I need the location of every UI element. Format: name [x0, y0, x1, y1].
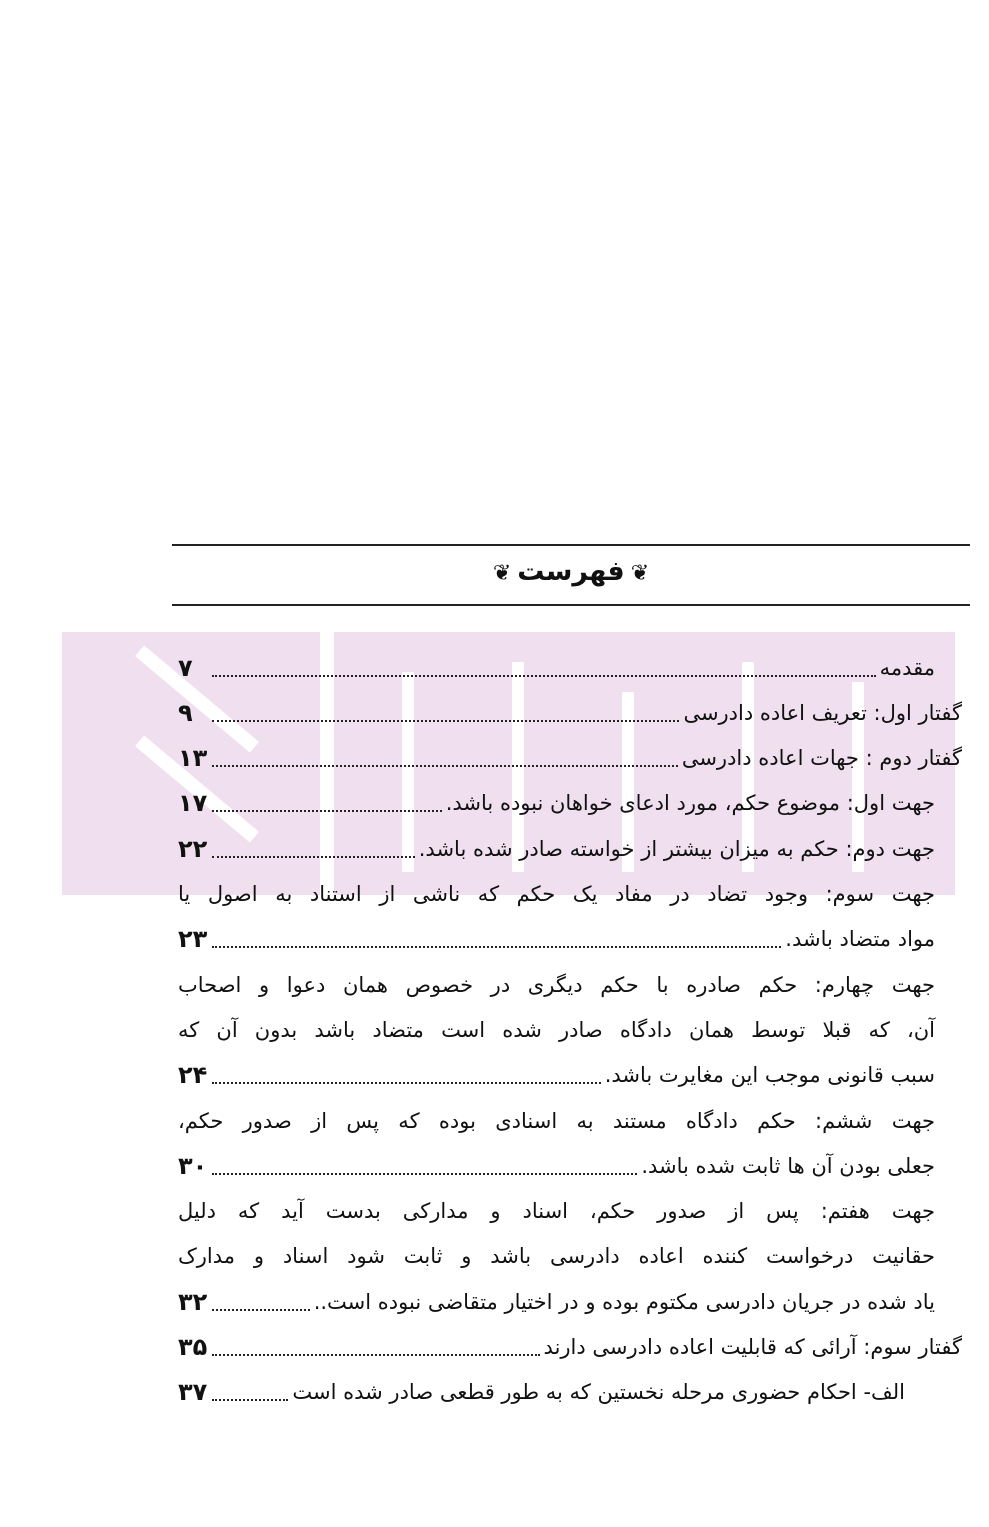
toc-entry-text: الف- احکام حضوری مرحله نخستین که به طور قطعی صادر شده است [292, 1380, 905, 1405]
toc-entry-line [178, 1234, 935, 1279]
toc-entry-line [178, 1189, 935, 1234]
page-number: ۳۵ [178, 1333, 208, 1361]
dot-leader [212, 765, 678, 767]
bottom-rule [172, 604, 970, 606]
toc-entry-line [178, 962, 935, 1007]
page-number: ۲۳ [178, 925, 208, 954]
dot-leader [212, 720, 679, 722]
ornament-icon: ❦ [630, 561, 650, 586]
page-number: ۷ [178, 653, 193, 682]
dot-leader [212, 1082, 601, 1084]
toc-entry-text: گفتار اول: تعریف اعاده دادرسی [683, 700, 962, 725]
toc-entry-line [178, 1007, 935, 1052]
toc-entry-text: جهت دوم: حکم به میزان بیشتر از خواسته صادر شده باشد. [418, 836, 935, 861]
toc-entry-text: آن، که قبلا توسط همان دادگاه صادر شده است متضاد باشد بدون آن که [178, 1017, 935, 1042]
dot-leader [212, 1399, 288, 1401]
page-number: ۱۳ [178, 744, 208, 773]
toc-entry-line [178, 690, 962, 735]
page-title [172, 556, 970, 587]
toc-entry-line [178, 826, 935, 871]
toc-entry-line [178, 1370, 905, 1415]
toc-entry-line [178, 1279, 935, 1324]
ornament-icon: ❦ [492, 561, 512, 586]
toc-entry-line [178, 1053, 935, 1098]
toc-entry-text: حقانیت درخواست کننده اعاده دادرسی باشد و ثابت شود اسناد و مدارک [178, 1244, 935, 1269]
toc-entry-text: جهت اول: موضوع حکم، مورد ادعای خواهان نبوده باشد. [445, 791, 935, 816]
dot-leader [212, 810, 442, 812]
toc-entry-text: جهت سوم: وجود تضاد در مفاد یک حکم که ناشی از استناد به اصول یا [178, 882, 935, 906]
title-text: فهرست [517, 556, 625, 587]
toc-entry-text: سبب قانونی موجب این مغایرت باشد. [604, 1063, 935, 1088]
toc-entry-line [178, 781, 935, 826]
dot-leader [212, 1309, 310, 1311]
page-number: ۹ [178, 698, 193, 727]
toc-entry-line [178, 645, 935, 690]
page-number: ۲۲ [178, 834, 208, 863]
toc-entry-line [178, 1325, 962, 1370]
dot-leader [212, 1173, 637, 1175]
page-number: ۱۷ [178, 789, 208, 818]
dot-leader [212, 1354, 540, 1356]
toc-entry-text: مقدمه [879, 655, 935, 680]
dot-leader [212, 675, 876, 677]
dot-leader [212, 946, 781, 948]
toc-entry-text: جهت چهارم: حکم صادره با حکم دیگری در خصوص همان دعوا و اصحاب [178, 972, 935, 997]
toc-entry-line [178, 1098, 935, 1143]
toc-entry-text: جهت ششم: حکم دادگاه مستند به اسنادی بوده که پس از صدور حکم، [178, 1108, 935, 1133]
toc-entry-text: جعلی بودن آن ها ثابت شده باشد. [641, 1153, 935, 1178]
page-number: ۳۲ [178, 1287, 208, 1316]
toc-entry-text: جهت هفتم: پس از صدور حکم، اسناد و مدارکی بدست آید که دلیل [178, 1199, 935, 1224]
page-number: ۳۰ [178, 1151, 208, 1180]
page-number: ۳۷ [178, 1378, 208, 1407]
top-rule [172, 544, 970, 546]
toc-entry-line [178, 872, 935, 917]
toc-entry-line [178, 736, 962, 781]
toc-entry-text: مواد متضاد باشد. [785, 927, 935, 952]
toc-entry-line [178, 917, 935, 962]
page-number: ۲۴ [178, 1061, 208, 1090]
toc-entry-line [178, 1143, 935, 1188]
toc-entry-text: گفتار سوم: آرائی که قابلیت اعاده دادرسی دارند [543, 1335, 962, 1359]
dot-leader [212, 856, 415, 858]
toc-entry-text: گفتار دوم : جهات اعاده دادرسی [681, 746, 962, 771]
toc-entry-text: یاد شده در جریان دادرسی مکتوم بوده و در اختیار متقاضی نبوده است.. [313, 1289, 935, 1314]
